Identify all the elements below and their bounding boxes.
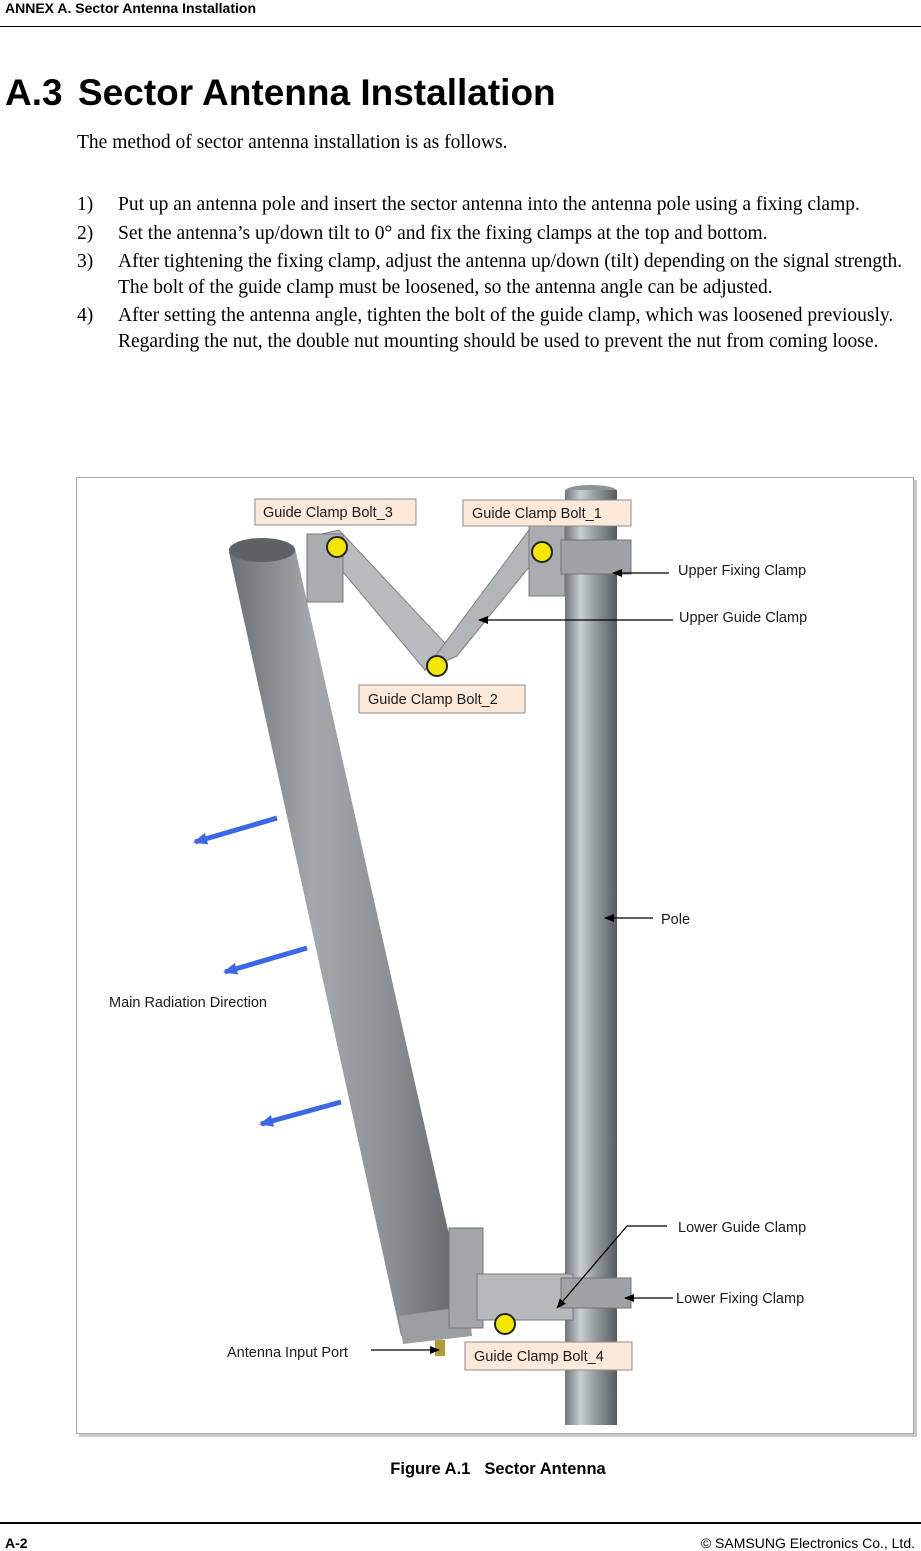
radiation-arrow	[261, 1102, 341, 1124]
steps-list	[77, 192, 921, 357]
step-text: Set the antenna’s up/down tilt to 0° and fix the fixing clamps at the top and bottom.	[118, 222, 768, 244]
main-radiation-label: Main Radiation Direction	[109, 995, 267, 1011]
callout-bolt1	[463, 500, 631, 526]
step-number: 4)	[77, 305, 94, 326]
figure-caption	[0, 1460, 921, 1479]
footer-rule	[0, 1522, 921, 1524]
lower-fixing-clamp-label: Lower Fixing Clamp	[676, 1291, 805, 1307]
bolt4-label: Guide Clamp Bolt_4	[474, 1349, 604, 1365]
antenna-illustration	[77, 478, 913, 1433]
copyright: © SAMSUNG Electronics Co., Ltd.	[700, 1535, 915, 1551]
radiation-arrow	[225, 948, 307, 972]
bolt-icon	[532, 542, 552, 562]
list-item	[77, 221, 921, 247]
page-number: A-2	[5, 1535, 28, 1551]
header-rule	[0, 26, 921, 27]
step-number: 1)	[77, 194, 94, 215]
step-number: 2)	[77, 222, 94, 244]
lower-guide-clamp-label: Lower Guide Clamp	[678, 1220, 807, 1236]
callout-bolt4	[465, 1342, 632, 1370]
caption-number: Figure A.1	[390, 1460, 471, 1478]
sector-antenna-figure	[76, 477, 914, 1434]
intro-paragraph: The method of sector antenna installation is as follows.	[77, 132, 508, 153]
step-text: After tightening the fixing clamp, adjust the antenna up/down (tilt) depending on the signal strength. The bolt of the guide clamp must be loosened, so the antenna angle can be adjusted.	[118, 251, 903, 298]
callout-bolt2	[359, 685, 525, 713]
upper-guide-clamp-label: Upper Guide Clamp	[679, 610, 808, 626]
bolt-icon	[495, 1314, 515, 1334]
step-number: 3)	[77, 251, 94, 272]
step-text: Put up an antenna pole and insert the sector antenna into the antenna pole using a fixing clamp.	[118, 194, 860, 215]
caption-title: Sector Antenna	[484, 1460, 606, 1478]
pole-label: Pole	[661, 912, 691, 928]
section-title	[5, 72, 556, 114]
step-text: After setting the antenna angle, tighten the bolt of the guide clamp, which was loosened previously. Regarding the nut, the double nut mounting should be used to prevent the nut from coming loose.	[118, 305, 894, 352]
section-heading: Sector Antenna Installation	[78, 72, 556, 113]
radiation-arrow	[195, 818, 277, 842]
bolt-icon	[427, 656, 447, 676]
antenna-input-port-label: Antenna Input Port	[227, 1345, 348, 1361]
list-item	[77, 192, 921, 218]
list-item	[77, 249, 921, 300]
list-item	[77, 303, 921, 354]
bolt1-label: Guide Clamp Bolt_1	[472, 506, 602, 522]
bolt2-label: Guide Clamp Bolt_2	[368, 692, 498, 708]
bolt3-label: Guide Clamp Bolt_3	[263, 505, 393, 521]
callout-bolt3	[255, 499, 416, 525]
section-number: A.3	[5, 72, 63, 113]
upper-fixing-clamp-label: Upper Fixing Clamp	[678, 563, 807, 579]
running-header: ANNEX A. Sector Antenna Installation	[5, 0, 256, 16]
bolt-icon	[327, 537, 347, 557]
